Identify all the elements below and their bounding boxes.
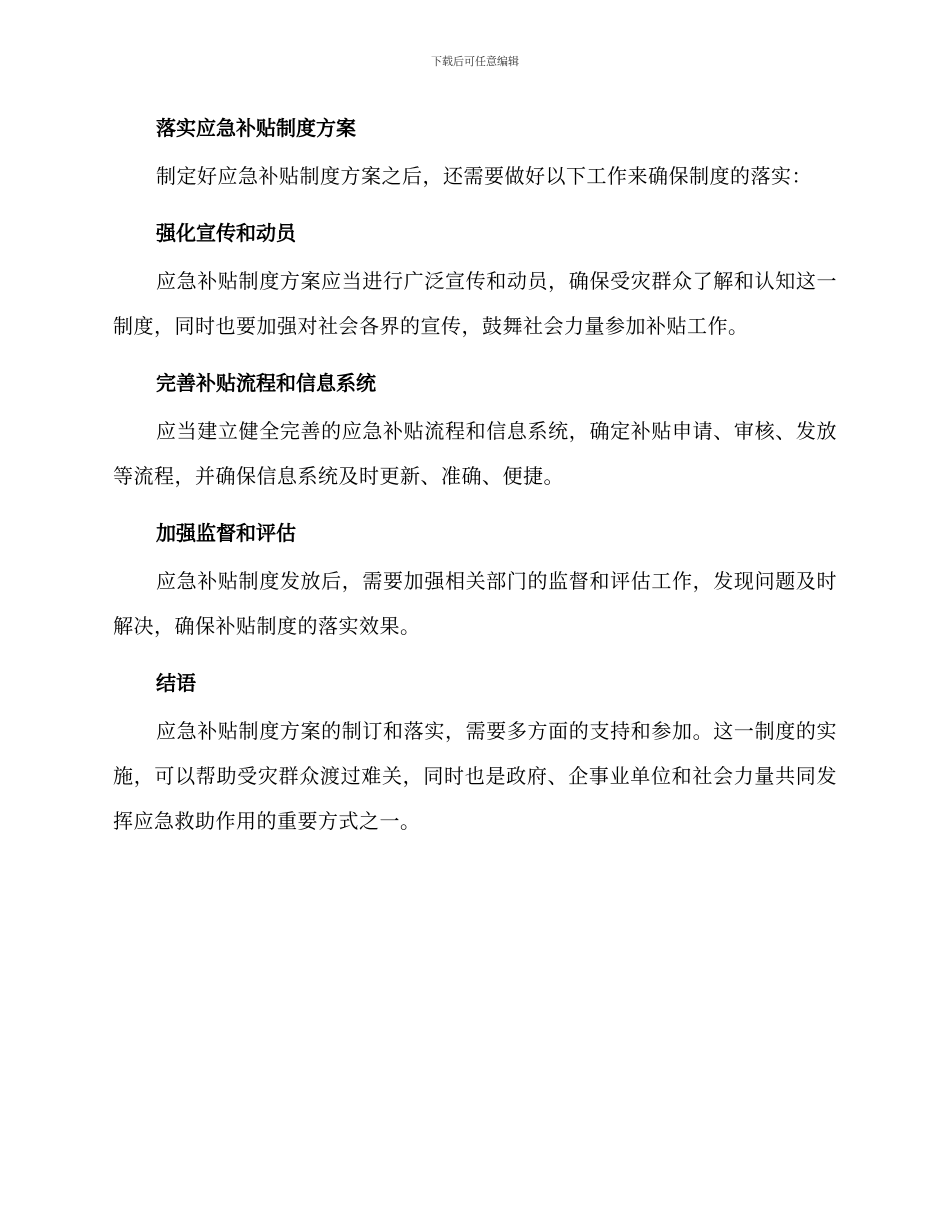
section-heading-process-system: 完善补贴流程和信息系统 (156, 371, 376, 395)
section-paragraph-supervision: 应急补贴制度发放后，需要加强相关部门的监督和评估工作，发现问题及时解决，确保补贴制度的落实效果。 (113, 569, 837, 638)
section-paragraph-conclusion: 应急补贴制度方案的制订和落实，需要多方面的支持和参加。这一制度的实施，可以帮助受灾群众渡过难关，同时也是政府、企事业单位和社会力量共同发挥应急救助作用的重要方式之一。 (113, 719, 837, 833)
section-heading-publicity: 强化宣传和动员 (156, 221, 296, 245)
section-heading-conclusion: 结语 (156, 671, 196, 695)
section-heading-implementation: 落实应急补贴制度方案 (156, 116, 356, 140)
document-body (113, 113, 837, 863)
section-paragraph-implementation: 制定好应急补贴制度方案之后，还需要做好以下工作来确保制度的落实： (156, 164, 812, 188)
section-paragraph-publicity: 应急补贴制度方案应当进行广泛宣传和动员，确保受灾群众了解和认知这一制度，同时也要加强对社会各界的宣传，鼓舞社会力量参加补贴工作。 (113, 269, 837, 338)
section-heading-supervision: 加强监督和评估 (156, 521, 296, 545)
section-paragraph-process-system: 应当建立健全完善的应急补贴流程和信息系统，确定补贴申请、审核、发放等流程，并确保信息系统及时更新、准确、便捷。 (113, 419, 837, 488)
page-header: 下载后可任意编辑 (431, 55, 519, 68)
